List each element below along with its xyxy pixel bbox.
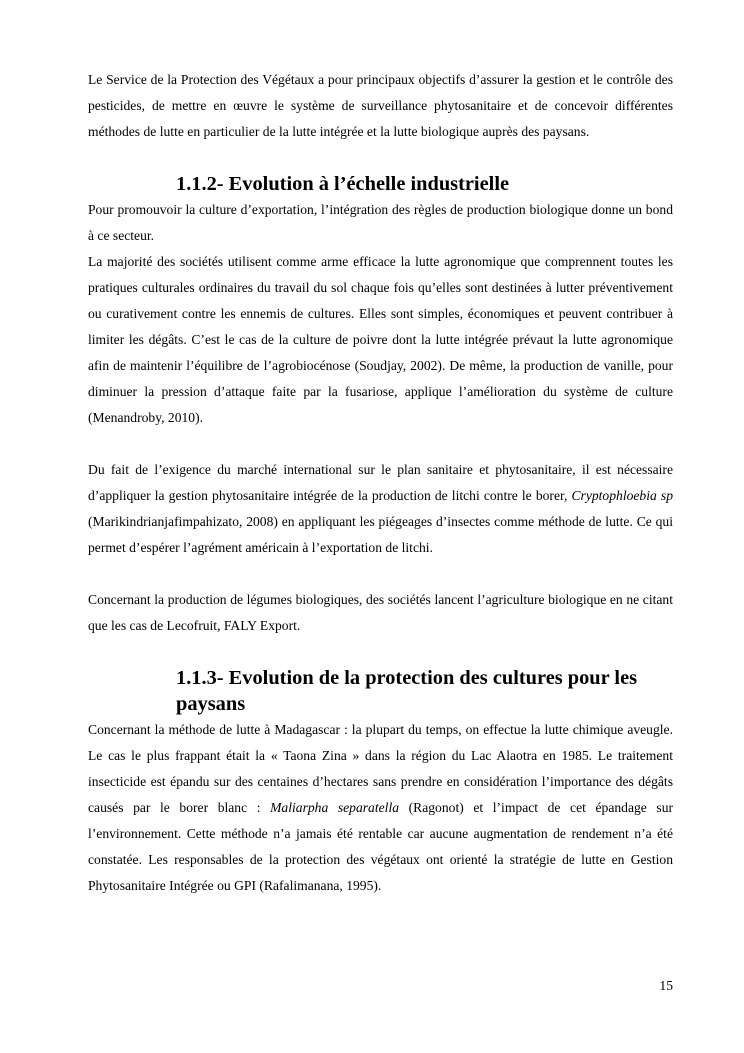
paragraph-text: Du fait de l’exigence du marché international sur le plan sanitaire et phytosanitaire, il est nécessaire d’appliquer la gestion phytosanitaire intégrée de la production de litchi contre le borer, bbox=[88, 462, 673, 503]
section-heading-1-1-3: 1.1.3- Evolution de la protection des cultures pour les paysans bbox=[176, 667, 638, 715]
section-1-1-2-paragraph-1: Pour promouvoir la culture d’exportation, l’intégration des règles de production biologique donne un bond à ce secteur. bbox=[88, 202, 673, 243]
document-page bbox=[88, 67, 673, 899]
section-1-1-2-paragraph-2: La majorité des sociétés utilisent comme arme efficace la lutte agronomique que comprennent toutes les pratiques culturales ordinaires du travail du sol chaque fois qu’elles sont destinées à lutter préventivement ou curativement contre les ennemis de cultures. Elles sont simples, économiques et peuvent contribuer à limiter les dégâts. C’est le cas de la culture de poivre dont la lutte intégrée prévaut la lutte agronomique afin de maintenir l’équilibre de l’agrobiocénose (Soudjay, 2002). De même, la production de vanille, pour diminuer la pression d’attaque faite par la fusariose, applique l’amélioration du système de culture (Menandroby, 2010). bbox=[88, 254, 673, 425]
intro-paragraph: Le Service de la Protection des Végétaux a pour principaux objectifs d’assurer la gestion et le contrôle des pesticides, de mettre en œuvre le système de surveillance phytosanitaire et de concevoir différentes méthodes de lutte en particulier de la lutte intégrée et la lutte biologique auprès des paysans. bbox=[88, 72, 673, 139]
spacer bbox=[88, 145, 673, 171]
spacer bbox=[88, 561, 673, 587]
section-1-1-3-paragraph-1 bbox=[88, 717, 673, 899]
paragraph-text: (Ragonot) et l’impact de cet épandage sur l’environnement. Cette méthode n’a jamais été rentable car aucune augmentation de rendement n’a été constatée. Les responsables de la protection des végétaux ont orienté la stratégie de lutte en Gestion Phytosanitaire Intégrée ou GPI (Rafalimanana, 1995). bbox=[88, 800, 674, 893]
section-1-1-2-paragraph-4: Concernant la production de légumes biologiques, des sociétés lancent l’agriculture biologique en ne citant que les cas de Lecofruit, FALY Export. bbox=[88, 592, 673, 633]
paragraph-text: (Marikindrianjafimpahizato, 2008) en appliquant les piégeages d’insectes comme méthode de lutte. Ce qui permet d’espérer l’agrément américain à l’exportation de litchi. bbox=[88, 514, 673, 555]
spacer bbox=[88, 431, 673, 457]
section-1-1-2-paragraph-3 bbox=[88, 457, 673, 561]
species-name: Cryptophloebia sp bbox=[571, 488, 673, 503]
section-heading-1-1-2: 1.1.2- Evolution à l’échelle industrielle bbox=[176, 173, 510, 195]
paragraph-text: Concernant la méthode de lutte à Madagascar : la plupart du temps, on effectue la lutte chimique aveugle. Le cas le plus frappant était la « Taona Zina » dans la région du Lac Alaotra en 1985. Le traitement insecticide est épandu sur des centaines d’hectares sans prendre en considération l’importance des dégâts causés par le borer blanc : bbox=[88, 722, 673, 815]
species-name: Maliarpha separatella bbox=[270, 800, 400, 815]
spacer bbox=[88, 639, 673, 665]
page-number: 15 bbox=[659, 978, 673, 993]
